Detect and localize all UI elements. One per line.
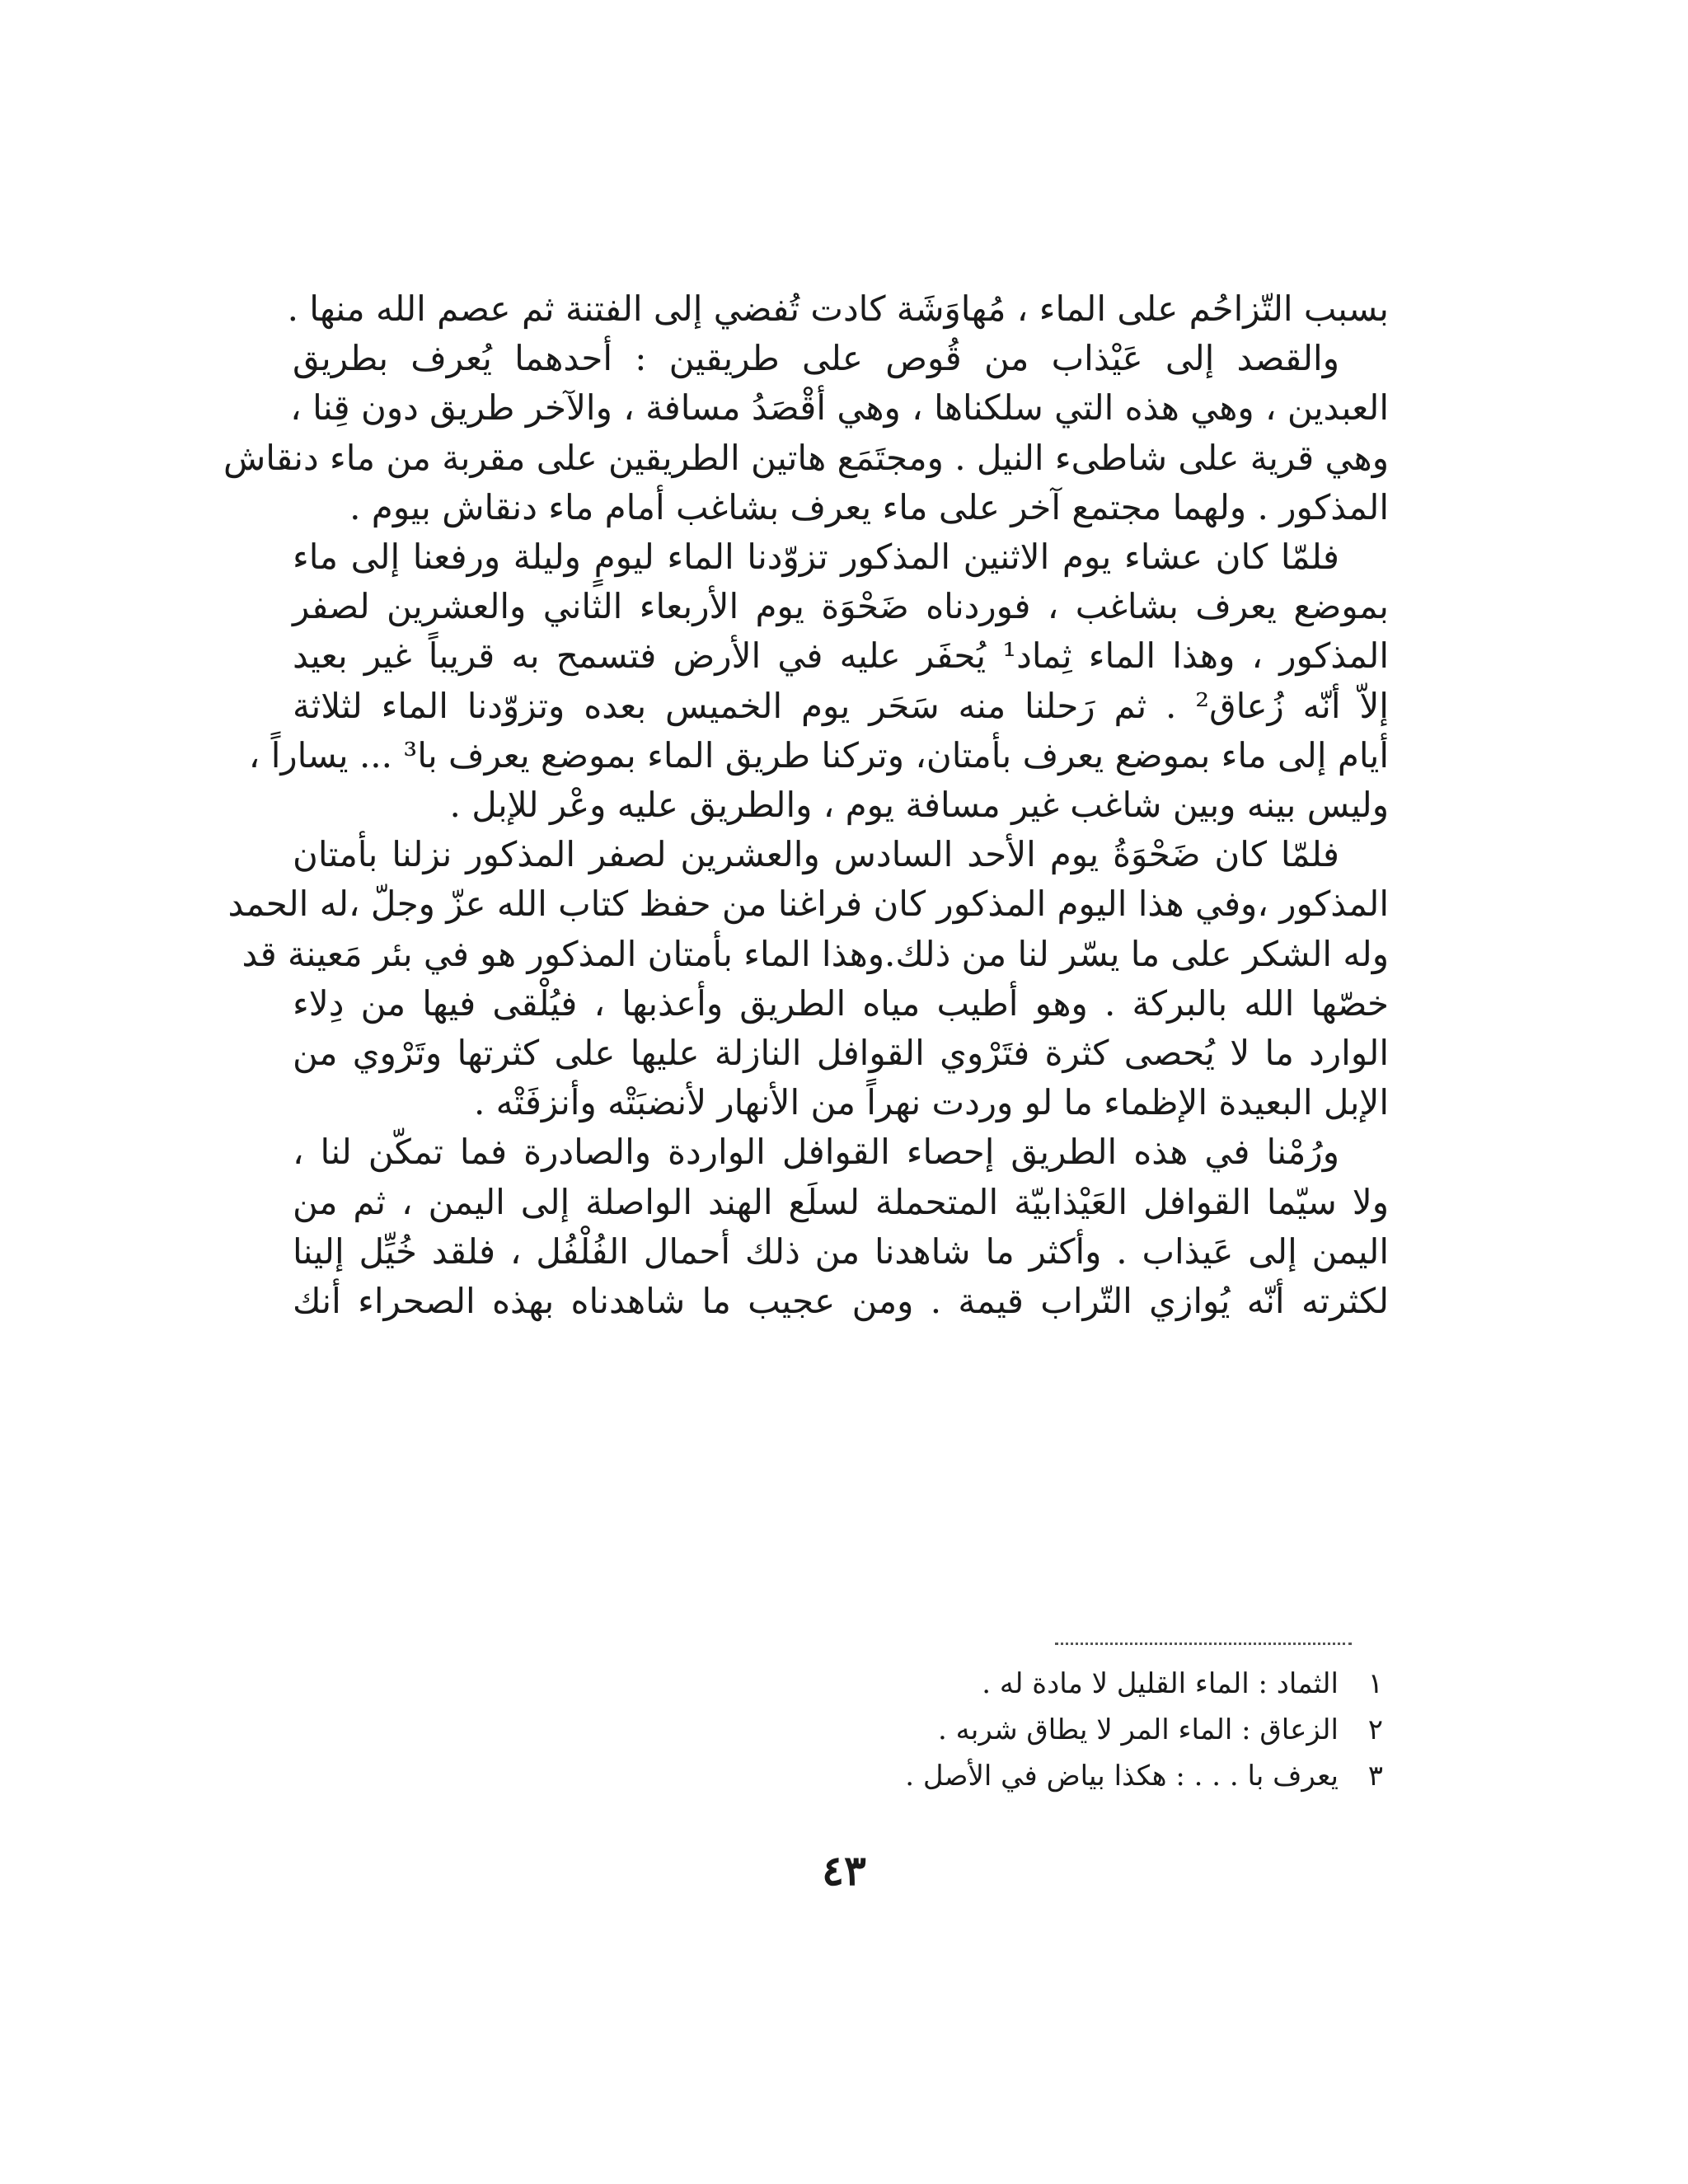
body-line: الوارد ما لا يُحصى كثرة فتَرْوي القوافل النازلة عليها على كثرتها وتَرْوي من bbox=[293, 1033, 1389, 1074]
body-line: ورُمْنا في هذه الطريق إحصاء القوافل الواردة والصادرة فما تمكّن لنا ، bbox=[293, 1132, 1339, 1173]
body-line: أيام إلى ماء بموضع يعرف بأمتان، وتركنا طريق الماء بموضع يعرف با³ ... يساراً ، bbox=[248, 734, 1389, 776]
footnote-text: الثماد : الماء القليل لا مادة له . bbox=[982, 1667, 1339, 1700]
footnote-item bbox=[905, 1661, 1383, 1707]
body-line: العبدين ، وهي هذه التي سلكناها ، وهي أقْصَدُ مسافة ، والآخر طريق دون قِنا ، bbox=[290, 387, 1389, 429]
body-line: بموضع يعرف بشاغب ، فوردناه ضَحْوَة يوم الأربعاء الثاني والعشرين لصفر bbox=[293, 586, 1390, 627]
footnote-item bbox=[905, 1753, 1383, 1799]
body-line: ولا سيّما القوافل العَيْذابيّة المتحملة لسلَع الهند الواصلة إلى اليمن ، ثم من bbox=[293, 1181, 1389, 1222]
page-number: ٤٣ bbox=[822, 1846, 866, 1895]
body-line: لكثرته أنّه يُوازي التّراب قيمة . ومن عجيب ما شاهدناه بهذه الصحراء أنك bbox=[293, 1281, 1389, 1322]
body-line: فلمّا كان ضَحْوَةُ يوم الأحد السادس والعشرين لصفر المذكور نزلنا بأمتان bbox=[293, 834, 1339, 875]
footnote-text: الزعاق : الماء المر لا يطاق شربه . bbox=[938, 1713, 1339, 1746]
footnote-item bbox=[905, 1707, 1383, 1753]
body-line: وليس بينه وبين شاغب غير مسافة يوم ، والطريق عليه وعْر للإبل . bbox=[449, 785, 1389, 826]
body-line: المذكور ، وهذا الماء ثِماد¹ يُحفَر عليه في الأرض فتسمح به قريباً غير بعيد bbox=[293, 635, 1389, 677]
footnote-number: ٣ bbox=[1367, 1760, 1383, 1793]
body-text bbox=[223, 284, 1390, 1326]
footnote-text: يعرف با . . . : هكذا بياض في الأصل . bbox=[905, 1760, 1339, 1793]
body-line: وله الشكر على ما يسّر لنا من ذلك.وهذا الماء بأمتان المذكور هو في بئر مَعينة قد bbox=[241, 933, 1389, 974]
body-line: الإبل البعيدة الإظماء ما لو وردت نهراً من الأنهار لأنضبَتْه وأنزفَتْه . bbox=[473, 1082, 1389, 1123]
footnote-number: ٢ bbox=[1367, 1713, 1383, 1746]
footnotes bbox=[905, 1661, 1383, 1799]
body-line: اليمن إلى عَيذاب . وأكثر ما شاهدنا من ذلك أحمال الفُلْفُل ، فلقد خُيِّل إلينا bbox=[293, 1230, 1389, 1272]
body-line: إلاّ أنّه زُعاق² . ثم رَحلنا منه سَحَر يوم الخميس بعده وتزوّدنا الماء لثلاثة bbox=[293, 685, 1389, 726]
body-line: وهي قرية على شاطىء النيل . ومجتَمَع هاتين الطريقين على مقربة من ماء دنقاش bbox=[223, 437, 1389, 478]
body-line: بسبب التّزاحُم على الماء ، مُهاوَشَة كادت تُفضي إلى الفتنة ثم عصم الله منها . bbox=[287, 288, 1389, 329]
body-line: المذكور . ولهما مجتمع آخر على ماء يعرف بشاغب أمام ماء دنقاش بيوم . bbox=[349, 486, 1389, 527]
body-line: خصّها الله بالبركة . وهو أطيب مياه الطريق وأعذبها ، فيُلْقى فيها من دِلاء bbox=[293, 982, 1389, 1024]
footnote-number: ١ bbox=[1367, 1667, 1383, 1700]
footnote-divider bbox=[1055, 1643, 1352, 1645]
body-line: فلمّا كان عشاء يوم الاثنين المذكور تزوّدنا الماء ليومٍ وليلة ورفعنا إلى ماء bbox=[293, 537, 1339, 578]
body-line: المذكور ،وفي هذا اليوم المذكور كان فراغنا من حفظ كتاب الله عزّ وجلّ ،له الحمد bbox=[227, 883, 1389, 925]
body-line: والقصد إلى عَيْذاب من قُوص على طريقين : أحدهما يُعرف بطريق bbox=[293, 338, 1339, 379]
